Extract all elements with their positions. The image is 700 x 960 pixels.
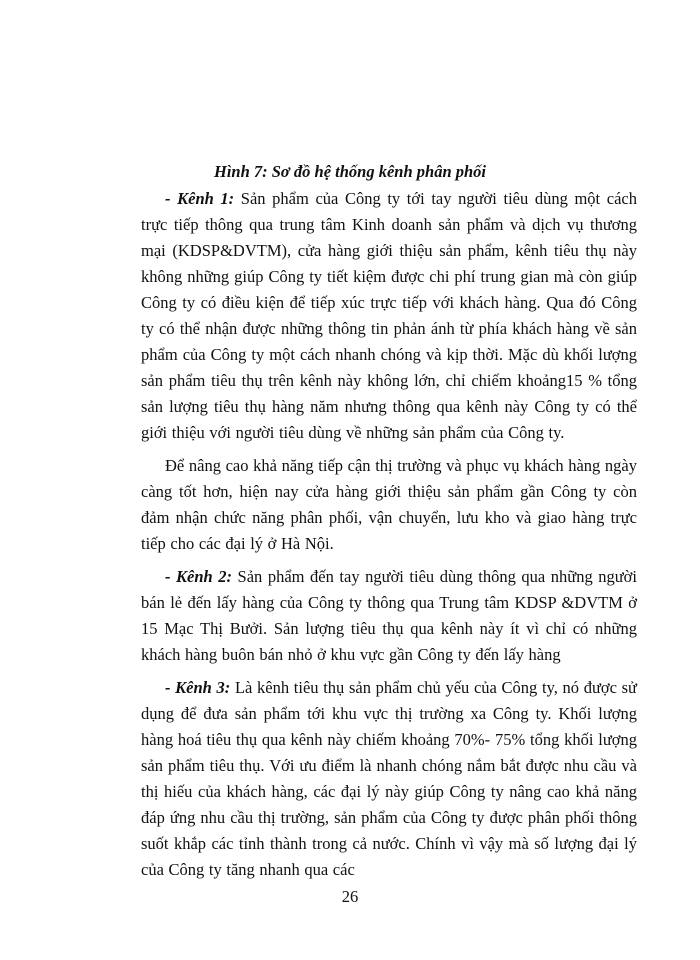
paragraph-store-function — [141, 453, 637, 557]
paragraph-kenh-2 — [141, 564, 637, 668]
page-number: 26 — [341, 887, 359, 906]
paragraph-text: Sản phẩm đến tay người tiêu dùng thông qua những người bán lẻ đến lấy hàng của Công ty thông qua Trung tâm KDSP &DVTM ở 15 Mạc Thị Bưởi. Sản lượng tiêu thụ qua kênh này ít vì chỉ có những khách hàng buôn bán nhỏ ở khu vực gần Công ty đến lấy hàng — [141, 567, 637, 664]
paragraph-lead: - Kênh 2: — [165, 567, 233, 586]
paragraph-lead: - Kênh 1: — [165, 189, 235, 208]
paragraph-lead: - Kênh 3: — [165, 678, 231, 697]
paragraph-kenh-1 — [141, 186, 637, 446]
paragraph-text: Để nâng cao khả năng tiếp cận thị trường và phục vụ khách hàng ngày càng tốt hơn, hiện nay cửa hàng giới thiệu sản phẩm gần Công ty còn đảm nhận chức năng phân phối, vận chuyển, lưu kho và giao hàng trực tiếp cho các đại lý ở Hà Nội. — [141, 456, 637, 553]
paragraph-text: Sản phẩm của Công ty tới tay người tiêu dùng một cách trực tiếp thông qua trung tâm Kinh doanh sản phẩm và dịch vụ thương mại (KDSP&DVTM), cửa hàng giới thiệu sản phẩm, kênh tiêu thụ này không những giúp Công ty tiết kiệm được chi phí trung gian mà còn giúp Công ty có điều kiện để tiếp xúc trực tiếp với khách hàng. Qua đó Công ty có thể nhận được những thông tin phản ánh từ phía khách hàng về sản phẩm của Công ty một cách nhanh chóng và kịp thời. Mặc dù khối lượng sản phẩm tiêu thụ trên kênh này không lớn, chỉ chiếm khoảng15 % tổng sản lượng tiêu thụ hàng năm nhưng thông qua kênh này Công ty có thể giới thiệu với người tiêu dùng về những sản phẩm của Công ty. — [141, 189, 637, 442]
body-text — [141, 186, 637, 890]
paragraph-kenh-3 — [141, 675, 637, 883]
paragraph-text: Là kênh tiêu thụ sản phẩm chủ yếu của Công ty, nó được sử dụng để đưa sản phẩm tới khu vực thị trường xa Công ty. Khối lượng hàng hoá tiêu thụ qua kênh này chiếm khoảng 70%- 75% tổng khối lượng sản phẩm tiêu thụ. Với ưu điểm là nhanh chóng nắm bắt được nhu cầu và thị hiếu của khách hàng, các đại lý này giúp Công ty nâng cao khả năng đáp ứng nhu cầu thị trường, sản phẩm của Công ty được phân phối thông suốt khắp các tỉnh thành trong cả nước. Chính vì vậy mà số lượng đại lý của Công ty tăng nhanh qua các — [141, 678, 638, 879]
figure-caption: Hình 7: Sơ đồ hệ thống kênh phân phối — [213, 162, 487, 181]
